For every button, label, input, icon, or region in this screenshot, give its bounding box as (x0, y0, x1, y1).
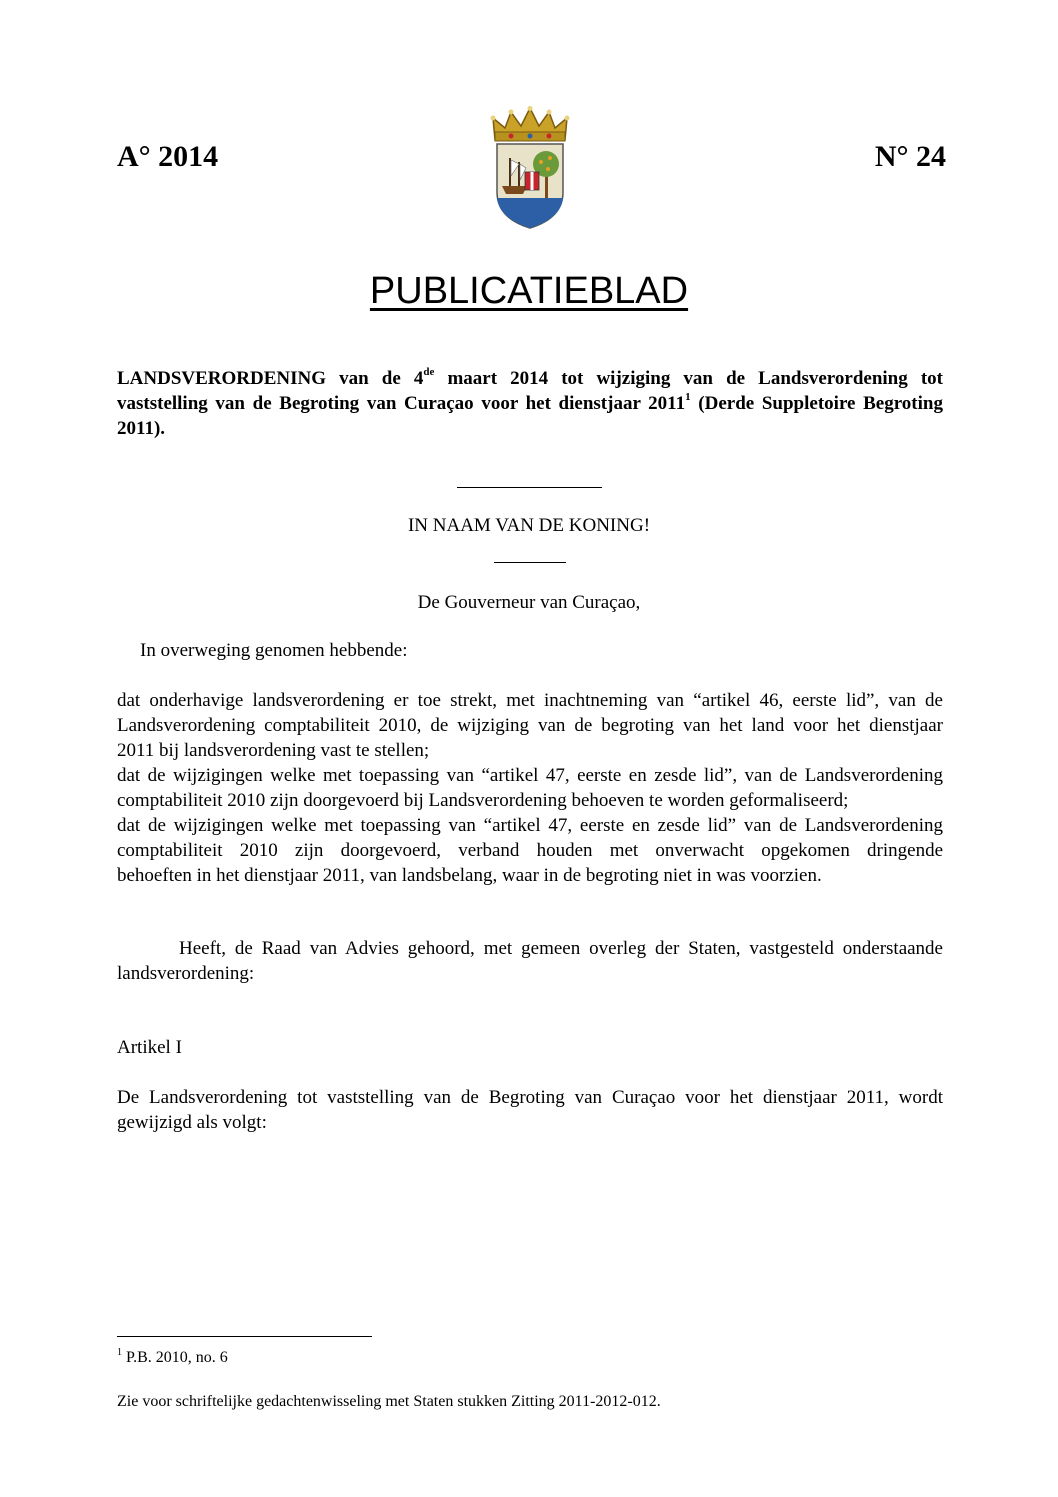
divider (457, 487, 602, 488)
session-note: Zie voor schriftelijke gedachtenwisseling met Staten stukken Zitting 2011-2012-012. (117, 1393, 661, 1410)
text-line: behoeften in het dienstjaar 2011, van landsbelang, waar in de begroting niet in was voorzien. (117, 865, 822, 886)
article-heading: Artikel I (117, 1037, 182, 1058)
law-title (117, 366, 943, 441)
text-line: De Landsverordening tot vaststelling van de Begroting van Curaçao voor het dienstjaar 2011, wordt (117, 1087, 943, 1108)
considering-intro: In overweging genomen hebbende: (140, 640, 408, 661)
text-line: comptabiliteit 2010 zijn doorgevoerd bij Landsverordening behoeven te worden geformaliseerd; (117, 790, 849, 811)
footnote-divider (117, 1336, 372, 1337)
enactment-clause (117, 936, 943, 986)
footnote-text: P.B. 2010, no. 6 (122, 1349, 228, 1366)
consideration-1 (117, 688, 943, 763)
law-title-part2: maart 2014 tot wijziging van de Landsverordening tot vaststelling van de Begroting van Curaçao voor het dienstjaar 2011 (117, 368, 943, 414)
proclamation: IN NAAM VAN DE KONING! (407, 515, 651, 536)
law-title-part1: LANDSVERORDENING van de 4 (117, 368, 424, 389)
page-title: PUBLICATIEBLAD (369, 270, 689, 312)
year-label: A° 2014 (117, 140, 219, 173)
text-line: Heeft, de Raad van Advies gehoord, met gemeen overleg der Staten, vastgesteld onderstaande (179, 938, 943, 959)
issue-number: N° 24 (874, 140, 946, 173)
consideration-3 (117, 813, 943, 888)
text-line: 2011 bij landsverordening vast te stellen; (117, 740, 430, 761)
footnote (117, 1349, 228, 1367)
article-text (117, 1085, 943, 1135)
text-line: dat onderhavige landsverordening er toe strekt, met inachtneming van “artikel 46, eerste lid”, van de (117, 690, 943, 711)
text-line: comptabiliteit 2010 zijn doorgevoerd, verband houden met onverwacht opgekomen dringende (117, 840, 943, 861)
text-line: Landsverordening comptabiliteit 2010, de wijziging van de begroting van het land voor het dienstjaar (117, 715, 943, 736)
law-title-sup: de (423, 366, 435, 378)
text-line: landsverordening: (117, 963, 255, 984)
divider (494, 562, 566, 563)
text-line: dat de wijzigingen welke met toepassing van “artikel 47, eerste en zesde lid” van de Landsverordening (117, 815, 943, 836)
footnote-number: 1 (117, 1347, 122, 1358)
footnote-ref: 1 (685, 391, 691, 403)
law-title-part3: (Derde Suppletoire Begroting 2011). (117, 393, 943, 439)
coat-of-arms-icon (489, 106, 571, 230)
consideration-2 (117, 763, 943, 813)
governor-line: De Gouverneur van Curaçao, (417, 592, 641, 613)
text-line: dat de wijzigingen welke met toepassing van “artikel 47, eerste en zesde lid”, van de Landsverordening (117, 765, 943, 786)
text-line: gewijzigd als volgt: (117, 1112, 267, 1133)
